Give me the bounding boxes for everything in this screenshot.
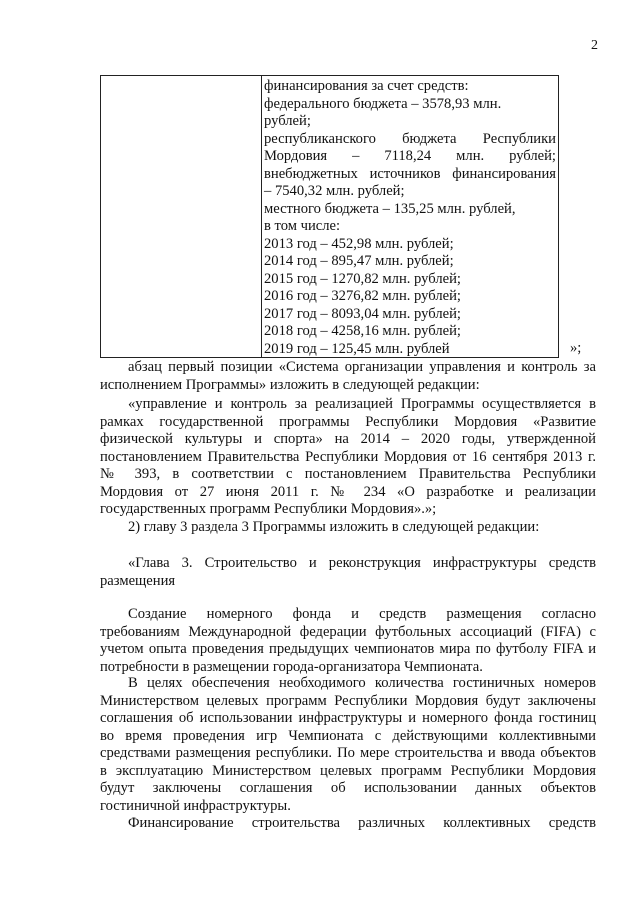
cell-line-year-2017: 2017 год – 8093,04 млн. рублей; xyxy=(264,305,461,322)
text-line: потребности в размещении города-организатора Чемпионата. xyxy=(100,658,483,675)
cell-line: республиканского бюджета Республики xyxy=(264,130,556,147)
paragraph-abzac-pervyi xyxy=(100,359,596,394)
chapter-heading xyxy=(100,555,596,590)
text-line: Министерством целевых программ Республики Мордовия будут заключены xyxy=(100,692,596,709)
cell-line: Мордовия – 7118,24 млн. рублей; xyxy=(264,148,556,164)
cell-line: внебюджетных источников финансирования xyxy=(264,165,556,182)
text-line: «управление и контроль за реализацией Программы осуществляется в xyxy=(128,396,596,412)
cell-line-year-2015: 2015 год – 1270,82 млн. рублей; xyxy=(264,270,461,287)
text-line: в эксплуатацию Министерством целевых программ Республики Мордовия xyxy=(100,762,596,779)
table-column-divider xyxy=(261,76,262,357)
cell-line: федерального бюджета – 3578,93 млн. xyxy=(264,95,502,112)
heading-line: «Глава 3. Строительство и реконструкция инфраструктуры средств xyxy=(128,555,596,571)
cell-line: рублей; xyxy=(264,113,311,129)
text-line: физической культуры и спорта» на 2014 – 2020 годы, утвержденной xyxy=(100,431,596,447)
text-line: Финансирование строительства различных коллективных средств xyxy=(128,815,596,831)
cell-line-year-2014: 2014 год – 895,47 млн. рублей; xyxy=(264,253,454,269)
text-line: учетом опыта проведения предыдущих чемпионатов мира по футболу FIFA и xyxy=(100,641,596,657)
text-line: гостиничной инфраструктуры. xyxy=(100,797,291,814)
paragraph-sozdanie-fonda xyxy=(100,606,596,676)
text-line: № 393, в соответствии с постановлением Правительства Республики xyxy=(100,466,596,482)
text-line: Создание номерного фонда и средств размещения согласно xyxy=(128,606,596,622)
cell-line-year-2018: 2018 год – 4258,16 млн. рублей; xyxy=(264,323,461,339)
paragraph-glava-3 xyxy=(100,519,596,537)
text-line: государственных программ Республики Мордовия».»; xyxy=(100,501,437,517)
table-closing-quote: »; xyxy=(570,340,582,356)
cell-line-year-2019: 2019 год – 125,45 млн. рублей xyxy=(264,340,450,357)
page-number: 2 xyxy=(591,38,598,53)
text-line: абзац первый позиции «Система организации управления и контроль за xyxy=(128,359,596,375)
cell-line: местного бюджета – 135,25 млн. рублей, xyxy=(264,200,516,217)
cell-line: – 7540,32 млн. рублей; xyxy=(264,183,405,199)
text-line: исполнением Программы» изложить в следующей редакции: xyxy=(100,376,480,393)
cell-line: финансирования за счет средств: xyxy=(264,78,469,94)
text-line: соглашения об использовании инфраструктуры и номерного фонда гостиниц xyxy=(100,710,596,726)
cell-line: в том числе: xyxy=(264,218,341,234)
text-line: во время проведения игр Чемпионата с действующими коллективными xyxy=(100,727,596,744)
cell-line-year-2013: 2013 год – 452,98 млн. рублей; xyxy=(264,235,454,252)
text-line: 2) главу 3 раздела 3 Программы изложить в следующей редакции: xyxy=(128,519,540,535)
text-line: постановлением Правительства Республики Мордовия от 16 сентября 2013 г. xyxy=(100,448,596,465)
financing-table xyxy=(100,75,559,358)
text-line: средствами размещения республики. По мере строительства и ввода объектов xyxy=(100,745,596,761)
paragraph-upravlenie-kontrol xyxy=(100,396,596,519)
text-line: будут заключены соглашения об использовании данных объектов xyxy=(100,780,596,796)
text-line: требованиям Международной федерации футбольных ассоциаций (FIFA) с xyxy=(100,623,596,640)
text-line: Мордовия от 27 июня 2011 г. № 234 «О разработке и реализации xyxy=(100,483,596,500)
cell-line-year-2016: 2016 год – 3276,82 млн. рублей; xyxy=(264,288,461,304)
paragraph-v-celyah xyxy=(100,675,596,815)
text-line: рамках государственной программы Республики Мордовия «Развитие xyxy=(100,413,596,430)
table-right-cell xyxy=(264,78,556,358)
heading-line: размещения xyxy=(100,572,176,589)
paragraph-finansirovanie xyxy=(100,815,596,833)
text-line: В целях обеспечения необходимого количества гостиничных номеров xyxy=(128,675,596,691)
